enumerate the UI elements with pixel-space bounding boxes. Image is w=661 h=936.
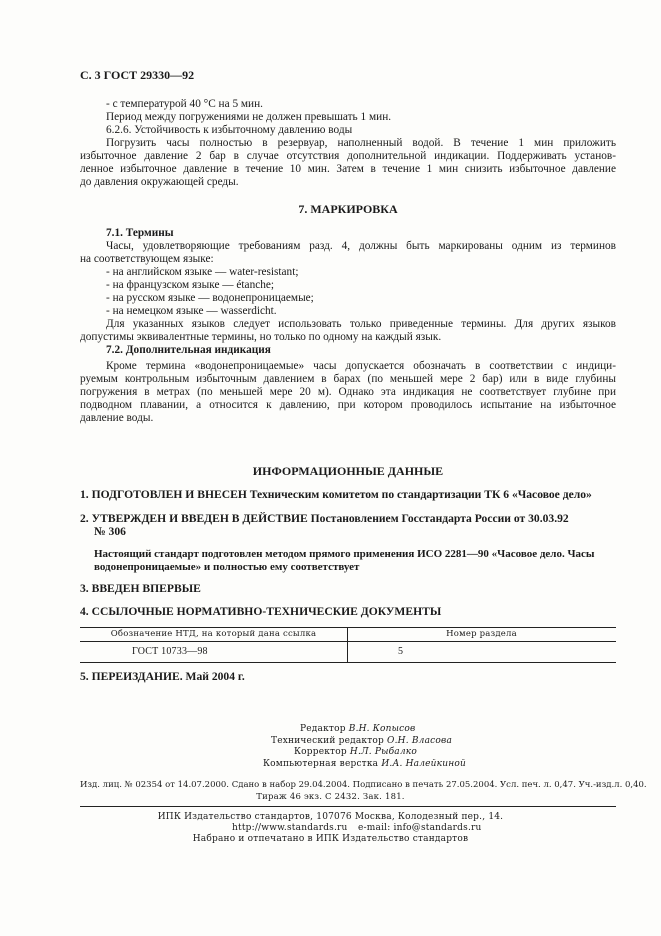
info-item-4: 4. ССЫЛОЧНЫЕ НОРМАТИВНО-ТЕХНИЧЕСКИЕ ДОКУМЕНТЫ [80, 605, 442, 618]
footer-divider [80, 806, 616, 807]
paragraph-line: погружения в метрах (по меньшей мере 20 м). Однако эта индикация не соответствует глубине при [80, 386, 616, 398]
section-heading: 7. МАРКИРОВКА [298, 202, 398, 216]
publisher-email: e-mail: info@standards.ru [358, 823, 482, 833]
paragraph-line: Кроме термина «водонепроницаемые» часы допускается обозначать в соответствии с индици- [106, 360, 616, 372]
paragraph-line: Погрузить часы полностью в резервуар, наполненный водой. В течение 1 мин приложить [106, 137, 616, 149]
list-item: - на русском языке — водонепроницаемые; [106, 292, 314, 304]
paragraph-line: Часы, удовлетворяющие требованиям разд. 4, должны быть маркированы одним из терминов [106, 240, 616, 252]
reference-table [80, 627, 616, 663]
credit-editor: Редактор В.Н. Копысов [300, 724, 416, 734]
imprint-line: Изд. лиц. № 02354 от 14.07.2000. Сдано в набор 29.04.2004. Подписано в печать 27.05.2004. Усл. печ. л. 0,47. Уч.-изд.л. 0,40. [80, 780, 647, 790]
paragraph-line: на соответствующем языке: [80, 253, 214, 265]
subsection-title: 7.1. Термины [106, 227, 174, 239]
subsection-title: 7.2. Дополнительная индикация [106, 344, 271, 356]
paragraph-line: Для указанных языков следует использовать только приведенные термины. Для других языков [106, 318, 616, 330]
info-item-5: 5. ПЕРЕИЗДАНИЕ. Май 2004 г. [80, 670, 245, 683]
info-item-2: 2. УТВЕРЖДЕН И ВВЕДЕН В ДЕЙСТВИЕ Постановлением Госстандарта России от 30.03.92 [80, 512, 569, 525]
section-title: 6.2.6. Устойчивость к избыточному давлению воды [106, 124, 353, 136]
table-cell: ГОСТ 10733—98 [132, 646, 208, 657]
paragraph-line: руемым контрольным избыточным давлением в барах (по меньшей мере 2 бар) или в виде глубины [80, 373, 616, 385]
continuation-line: - с температурой 40 °С на 5 мин. [106, 98, 263, 110]
info-item-2-note: Настоящий стандарт подготовлен методом прямого применения ИСО 2281—90 «Часовое дело. Часы [94, 548, 595, 560]
info-item-3: 3. ВВЕДЕН ВПЕРВЫЕ [80, 582, 201, 595]
publisher-url: http://www.standards.ru [232, 823, 348, 833]
list-item: - на английском языке — water-resistant; [106, 266, 299, 278]
paragraph-line: избыточное давление 2 бар в случае отсутствия дополнительной индикации. Поддерживать установ- [80, 150, 616, 162]
imprint-line: Тираж 46 экз. С 2432. Зак. 181. [256, 792, 405, 802]
publisher-printing: Набрано и отпечатано в ИПК Издательство стандартов [192, 834, 469, 844]
table-header: Номер раздела [446, 629, 517, 639]
list-item: - на французском языке — étanche; [106, 279, 275, 291]
paragraph-line: до давления окружающей среды. [80, 176, 239, 188]
credit-layout: Компьютерная верстка И.А. Налейкиной [263, 759, 466, 769]
credit-corrector: Корректор Н.Л. Рыбалко [294, 747, 418, 757]
continuation-line: Период между погружениями не должен превышать 1 мин. [106, 111, 392, 123]
table-header: Обозначение НТД, на который дана ссылка [110, 629, 317, 639]
list-item: - на немецком языке — wasserdicht. [106, 305, 277, 317]
paragraph-line: ленное избыточное давление в течение 10 мин. Затем в течение 1 мин снизить избыточное давление [80, 163, 616, 175]
info-heading: ИНФОРМАЦИОННЫЕ ДАННЫЕ [252, 464, 444, 478]
paragraph-line: подводном плавании, а относится к давлению, при котором проводилось испытание на избыточное [80, 399, 616, 411]
table-cell: 5 [398, 646, 404, 657]
credit-tech-editor: Технический редактор О.Н. Власова [271, 736, 453, 746]
paragraph-line: допустимы эквивалентные термины, но только по одному на каждый язык. [80, 331, 442, 343]
info-item-1: 1. ПОДГОТОВЛЕН И ВНЕСЕН Техническим комитетом по стандартизации ТК 6 «Часовое дело» [80, 488, 592, 501]
page-header: С. 3 ГОСТ 29330—92 [80, 68, 195, 82]
publisher-address: ИПК Издательство стандартов, 107076 Москва, Колодезный пер., 14. [157, 812, 504, 822]
paragraph-line: давление воды. [80, 412, 154, 424]
info-item-2-number: № 306 [94, 525, 126, 538]
info-item-2-note: водонепроницаемые» и полностью ему соответствует [94, 561, 360, 573]
